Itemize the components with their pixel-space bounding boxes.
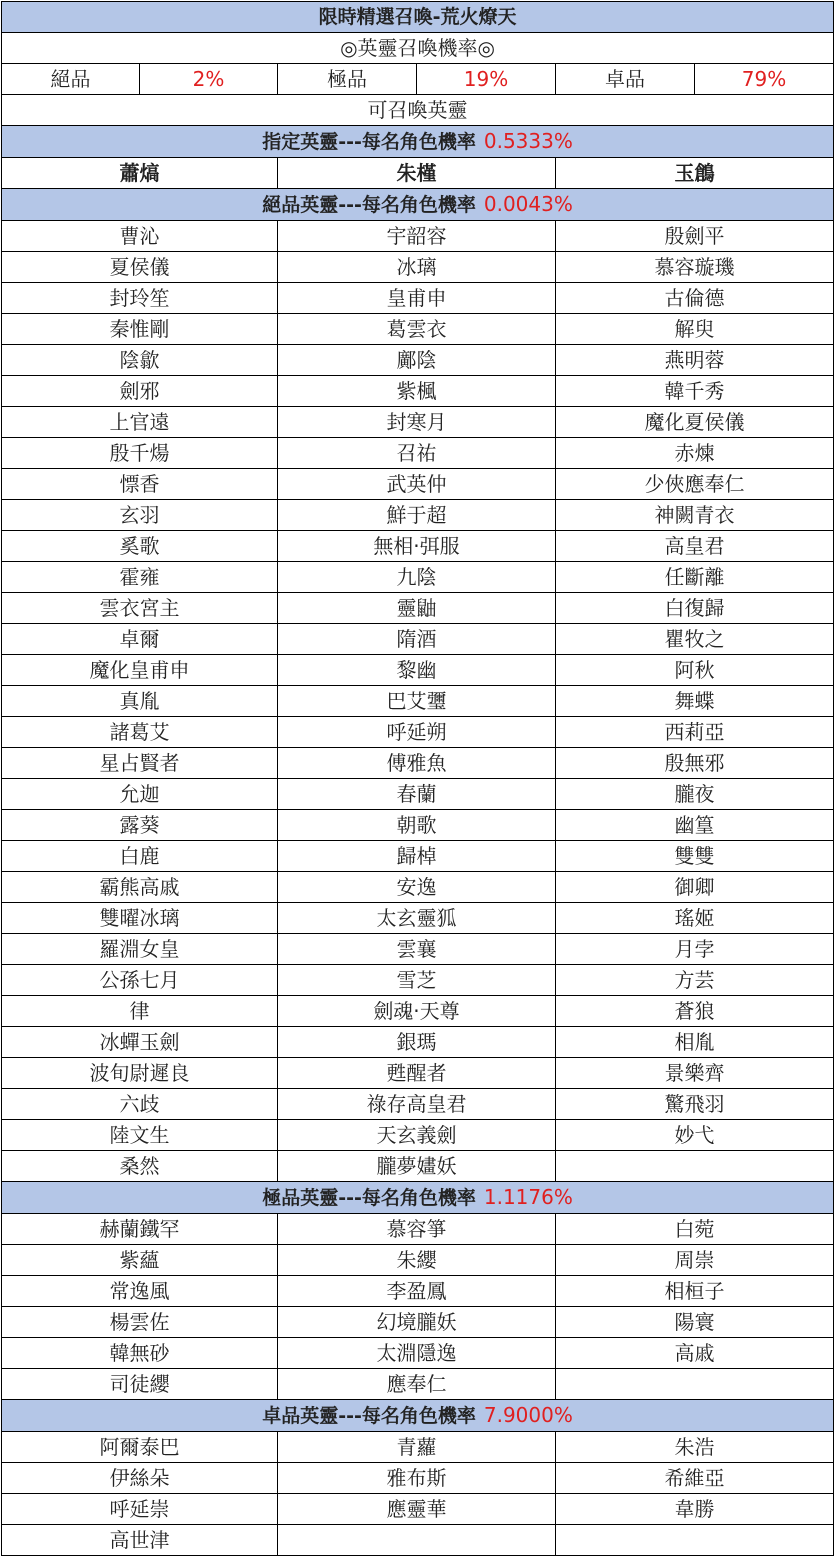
- title-row: [2, 2, 834, 33]
- hero-name-cell: 銀瑪: [278, 1027, 556, 1058]
- hero-name-cell: 太淵隱逸: [278, 1338, 556, 1369]
- hero-name-cell: 奚歌: [2, 531, 278, 562]
- hero-name-cell: 朧夢嫿妖: [278, 1151, 556, 1182]
- hero-row: [2, 1525, 834, 1556]
- hero-name-cell: 葛雲衣: [278, 314, 556, 345]
- hero-name-cell: 武英仲: [278, 469, 556, 500]
- hero-name-cell: 驚飛羽: [556, 1089, 834, 1120]
- section-heading: [2, 1182, 834, 1214]
- hero-name-cell: 呼延崇: [2, 1494, 278, 1525]
- hero-name-cell: 白鹿: [2, 841, 278, 872]
- hero-name-cell: 伊絲朵: [2, 1463, 278, 1494]
- hero-row: [2, 1338, 834, 1369]
- hero-name-cell: 太玄靈狐: [278, 903, 556, 934]
- hero-name-cell: 曹沁: [2, 221, 278, 252]
- hero-name-cell: 朱槿: [278, 158, 556, 189]
- page-title: 限時精選召喚-荒火燎天: [2, 2, 834, 33]
- hero-name-cell: 九陰: [278, 562, 556, 593]
- hero-name-cell: 赫蘭鐵罕: [2, 1214, 278, 1245]
- hero-name-cell: 神闕青衣: [556, 500, 834, 531]
- hero-name-cell: 上官遠: [2, 407, 278, 438]
- hero-name-cell: 春蘭: [278, 779, 556, 810]
- hero-row: [2, 1027, 834, 1058]
- hero-row: [2, 438, 834, 469]
- hero-name-cell: 月孛: [556, 934, 834, 965]
- hero-name-cell: 隋酒: [278, 624, 556, 655]
- hero-name-cell: 幻境朧妖: [278, 1307, 556, 1338]
- hero-name-cell: 阿秋: [556, 655, 834, 686]
- hero-name-cell: 諸葛艾: [2, 717, 278, 748]
- hero-name-cell: 宇韶容: [278, 221, 556, 252]
- hero-row: [2, 996, 834, 1027]
- hero-name-cell: 波旬尉遲良: [2, 1058, 278, 1089]
- hero-name-cell: 鄺陰: [278, 345, 556, 376]
- hero-name-cell: 劍邪: [2, 376, 278, 407]
- hero-name-cell: [556, 1369, 834, 1400]
- hero-name-cell: 歸棹: [278, 841, 556, 872]
- hero-name-cell: 應靈華: [278, 1494, 556, 1525]
- summon-rate-table: [1, 1, 834, 1556]
- section-header: [2, 126, 834, 158]
- hero-row: [2, 314, 834, 345]
- section-title: 絕品英靈---每名角色機率: [262, 194, 476, 216]
- hero-name-cell: 魔化夏侯儀: [556, 407, 834, 438]
- hero-name-cell: 景樂齊: [556, 1058, 834, 1089]
- hero-row: [2, 903, 834, 934]
- hero-row: [2, 841, 834, 872]
- hero-row: [2, 1245, 834, 1276]
- hero-row: [2, 593, 834, 624]
- hero-row: [2, 779, 834, 810]
- hero-name-cell: 六歧: [2, 1089, 278, 1120]
- rate-value-zhuopin: 79%: [695, 64, 834, 95]
- hero-name-cell: 秦惟剛: [2, 314, 278, 345]
- hero-row: [2, 1369, 834, 1400]
- hero-name-cell: 赤煉: [556, 438, 834, 469]
- hero-row: [2, 345, 834, 376]
- hero-name-cell: 相桓子: [556, 1276, 834, 1307]
- hero-name-cell: [278, 1525, 556, 1556]
- hero-row: [2, 283, 834, 314]
- hero-row: [2, 376, 834, 407]
- hero-name-cell: 任斷離: [556, 562, 834, 593]
- hero-name-cell: 朱浩: [556, 1432, 834, 1463]
- hero-name-cell: [556, 1525, 834, 1556]
- section-rate: 1.1176%: [483, 1185, 573, 1209]
- hero-name-cell: 允迦: [2, 779, 278, 810]
- hero-row: [2, 252, 834, 283]
- hero-name-cell: 雲襄: [278, 934, 556, 965]
- hero-name-cell: 靈鼬: [278, 593, 556, 624]
- hero-row: [2, 1307, 834, 1338]
- hero-row: [2, 1120, 834, 1151]
- hero-name-cell: 公孫七月: [2, 965, 278, 996]
- hero-name-cell: 西莉亞: [556, 717, 834, 748]
- hero-row: [2, 1276, 834, 1307]
- hero-name-cell: 周崇: [556, 1245, 834, 1276]
- hero-name-cell: 御卿: [556, 872, 834, 903]
- hero-name-cell: 卓爾: [2, 624, 278, 655]
- hero-name-cell: 高戚: [556, 1338, 834, 1369]
- rate-value-juepin: 2%: [140, 64, 278, 95]
- hero-name-cell: 安逸: [278, 872, 556, 903]
- hero-name-cell: 甦醒者: [278, 1058, 556, 1089]
- hero-name-cell: 呼延朔: [278, 717, 556, 748]
- hero-name-cell: 慕容箏: [278, 1214, 556, 1245]
- hero-row: [2, 221, 834, 252]
- hero-name-cell: 韓千秀: [556, 376, 834, 407]
- hero-row: [2, 934, 834, 965]
- hero-row: [2, 469, 834, 500]
- hero-name-cell: 常逸風: [2, 1276, 278, 1307]
- rate-label-juepin: 絕品: [2, 64, 140, 95]
- rate-label-zhuopin: 卓品: [556, 64, 695, 95]
- hero-name-cell: 陰歙: [2, 345, 278, 376]
- section-heading: [2, 126, 834, 158]
- hero-row: [2, 1432, 834, 1463]
- hero-name-cell: 朱纓: [278, 1245, 556, 1276]
- hero-name-cell: 夏侯儀: [2, 252, 278, 283]
- summon-header-row: [2, 95, 834, 126]
- hero-name-cell: 青蘿: [278, 1432, 556, 1463]
- hero-name-cell: 舞蝶: [556, 686, 834, 717]
- hero-name-cell: 希維亞: [556, 1463, 834, 1494]
- hero-name-cell: 殷劍平: [556, 221, 834, 252]
- hero-row: [2, 655, 834, 686]
- section-rate: 7.9000%: [483, 1403, 573, 1427]
- hero-name-cell: 司徒纓: [2, 1369, 278, 1400]
- hero-name-cell: 蕭熇: [2, 158, 278, 189]
- hero-name-cell: 瞿牧之: [556, 624, 834, 655]
- section-rate: 0.0043%: [483, 192, 573, 216]
- hero-name-cell: 紫蘊: [2, 1245, 278, 1276]
- hero-name-cell: 皇甫申: [278, 283, 556, 314]
- hero-name-cell: 蒼狼: [556, 996, 834, 1027]
- hero-name-cell: 慕容璇璣: [556, 252, 834, 283]
- hero-row: [2, 1494, 834, 1525]
- rate-value-jipin: 19%: [417, 64, 556, 95]
- hero-name-cell: 少俠應奉仁: [556, 469, 834, 500]
- subtitle-row: [2, 33, 834, 64]
- hero-row: [2, 500, 834, 531]
- rate-subtitle: ◎英靈召喚機率◎: [2, 33, 834, 64]
- hero-row: [2, 1214, 834, 1245]
- hero-name-cell: 羅淵女皇: [2, 934, 278, 965]
- section-heading: [2, 189, 834, 221]
- hero-row: [2, 686, 834, 717]
- hero-row: [2, 158, 834, 189]
- hero-name-cell: 韋勝: [556, 1494, 834, 1525]
- hero-name-cell: 古倫德: [556, 283, 834, 314]
- hero-name-cell: 阿爾泰巴: [2, 1432, 278, 1463]
- hero-name-cell: 殷千煬: [2, 438, 278, 469]
- hero-name-cell: 燕明蓉: [556, 345, 834, 376]
- hero-name-cell: 朧夜: [556, 779, 834, 810]
- hero-name-cell: 黎幽: [278, 655, 556, 686]
- hero-name-cell: 陸文生: [2, 1120, 278, 1151]
- hero-name-cell: 玉鶬: [556, 158, 834, 189]
- hero-name-cell: 慓香: [2, 469, 278, 500]
- hero-name-cell: 高皇君: [556, 531, 834, 562]
- hero-name-cell: 朝歌: [278, 810, 556, 841]
- hero-name-cell: 白菀: [556, 1214, 834, 1245]
- hero-name-cell: 瑤姬: [556, 903, 834, 934]
- hero-name-cell: 幽篁: [556, 810, 834, 841]
- section-title: 卓品英靈---每名角色機率: [262, 1405, 476, 1427]
- section-header: [2, 1182, 834, 1214]
- rate-label-jipin: 極品: [278, 64, 417, 95]
- hero-name-cell: 律: [2, 996, 278, 1027]
- section-heading: [2, 1400, 834, 1432]
- hero-name-cell: 玄羽: [2, 500, 278, 531]
- summon-header: 可召喚英靈: [2, 95, 834, 126]
- hero-name-cell: 封寒月: [278, 407, 556, 438]
- hero-name-cell: 韓無砂: [2, 1338, 278, 1369]
- hero-row: [2, 1058, 834, 1089]
- hero-name-cell: 魔化皇甫申: [2, 655, 278, 686]
- section-header: [2, 1400, 834, 1432]
- hero-name-cell: 高世津: [2, 1525, 278, 1556]
- hero-name-cell: 解臾: [556, 314, 834, 345]
- hero-row: [2, 717, 834, 748]
- section-title: 極品英靈---每名角色機率: [262, 1187, 476, 1209]
- section-rate: 0.5333%: [483, 129, 573, 153]
- hero-name-cell: 殷無邪: [556, 748, 834, 779]
- hero-name-cell: 鮮于超: [278, 500, 556, 531]
- hero-name-cell: 李盈鳳: [278, 1276, 556, 1307]
- hero-name-cell: 冰璃: [278, 252, 556, 283]
- hero-name-cell: 應奉仁: [278, 1369, 556, 1400]
- hero-row: [2, 624, 834, 655]
- hero-name-cell: 無相·弭服: [278, 531, 556, 562]
- hero-name-cell: 方芸: [556, 965, 834, 996]
- hero-row: [2, 748, 834, 779]
- hero-name-cell: [556, 1151, 834, 1182]
- hero-name-cell: 天玄義劍: [278, 1120, 556, 1151]
- hero-name-cell: 雲衣宮主: [2, 593, 278, 624]
- hero-row: [2, 810, 834, 841]
- hero-name-cell: 妙弋: [556, 1120, 834, 1151]
- hero-name-cell: 霸熊高戚: [2, 872, 278, 903]
- hero-name-cell: 雪芝: [278, 965, 556, 996]
- hero-name-cell: 星占賢者: [2, 748, 278, 779]
- hero-name-cell: 楊雲佐: [2, 1307, 278, 1338]
- hero-row: [2, 1463, 834, 1494]
- hero-row: [2, 872, 834, 903]
- hero-name-cell: 霍雍: [2, 562, 278, 593]
- section-title: 指定英靈---每名角色機率: [262, 131, 476, 153]
- hero-row: [2, 531, 834, 562]
- hero-name-cell: 雅布斯: [278, 1463, 556, 1494]
- hero-name-cell: 相胤: [556, 1027, 834, 1058]
- hero-name-cell: 召祐: [278, 438, 556, 469]
- hero-row: [2, 1151, 834, 1182]
- rates-row: [2, 64, 834, 95]
- hero-name-cell: 傅雅魚: [278, 748, 556, 779]
- hero-name-cell: 冰蟬玉劍: [2, 1027, 278, 1058]
- hero-name-cell: 白復歸: [556, 593, 834, 624]
- hero-name-cell: 陽寰: [556, 1307, 834, 1338]
- hero-row: [2, 1089, 834, 1120]
- section-header: [2, 189, 834, 221]
- hero-row: [2, 965, 834, 996]
- hero-name-cell: 雙雙: [556, 841, 834, 872]
- hero-name-cell: 紫楓: [278, 376, 556, 407]
- hero-name-cell: 真胤: [2, 686, 278, 717]
- hero-row: [2, 562, 834, 593]
- hero-name-cell: 雙曜冰璃: [2, 903, 278, 934]
- hero-name-cell: 巴艾瓕: [278, 686, 556, 717]
- hero-name-cell: 祿存高皇君: [278, 1089, 556, 1120]
- hero-name-cell: 桑然: [2, 1151, 278, 1182]
- hero-name-cell: 封玲笙: [2, 283, 278, 314]
- hero-name-cell: 露葵: [2, 810, 278, 841]
- hero-name-cell: 劍魂·天尊: [278, 996, 556, 1027]
- hero-row: [2, 407, 834, 438]
